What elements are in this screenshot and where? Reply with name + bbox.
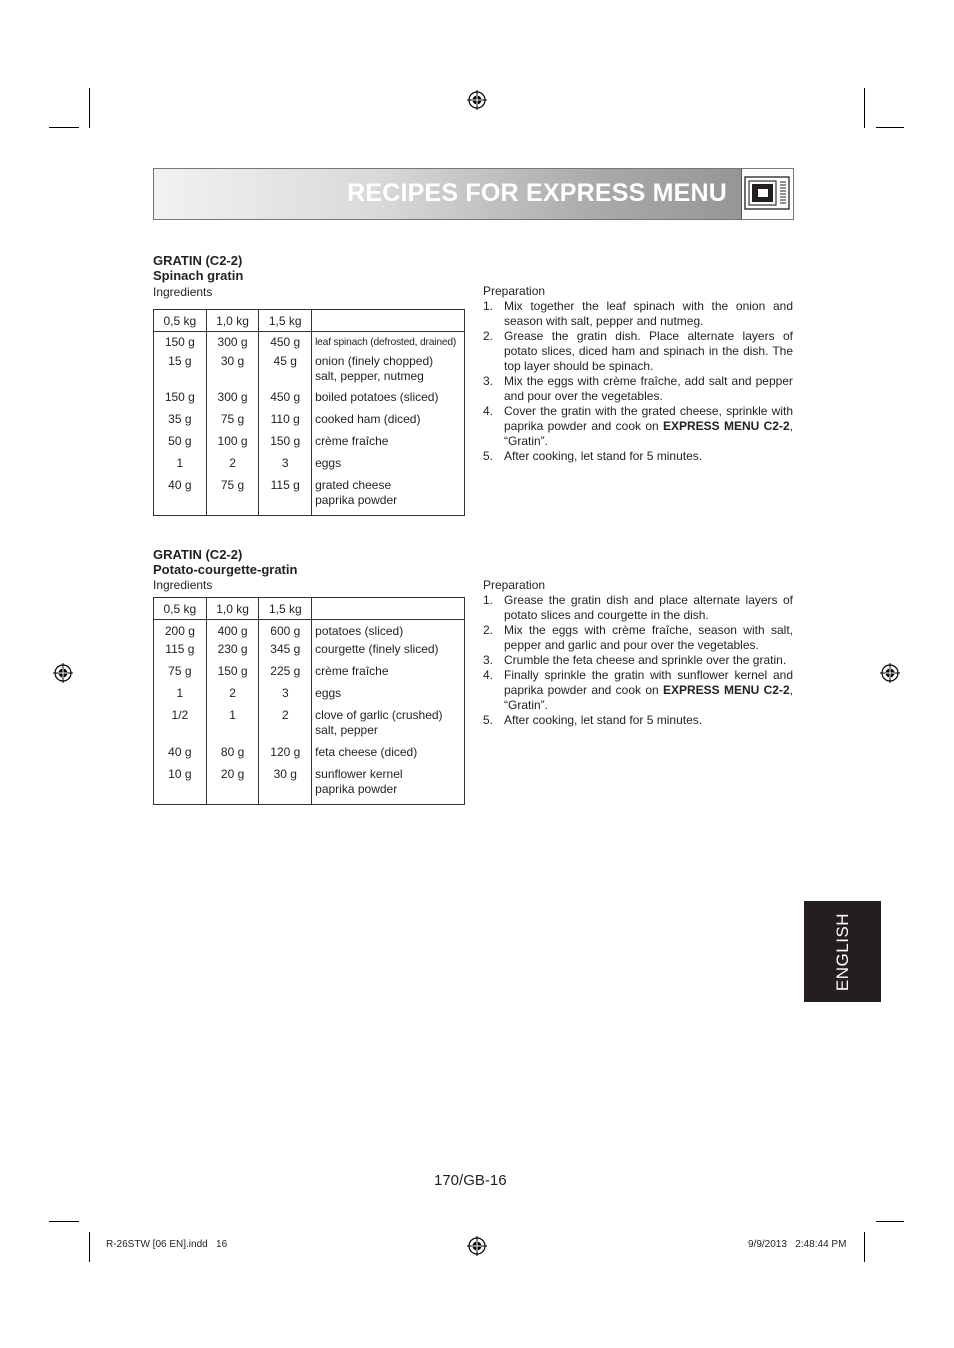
ingredient-cell: sunflower kernel [315,767,403,781]
table-row [154,390,465,412]
table-row [154,642,465,664]
step-number: 3. [483,653,494,667]
preparation-section [483,578,793,728]
amount-cell: 450 g [270,335,301,349]
crop-mark [864,88,865,128]
step-text: , “Gratin”. [504,683,793,712]
ingredient-cell: salt, pepper, nutmeg [315,369,424,383]
step-number: 5. [483,449,494,463]
footer-file-name: R-26STW [06 EN].indd 16 [106,1239,228,1250]
step-text: After cooking, let stand for 5 minutes. [504,449,703,463]
step-number: 2. [483,623,494,637]
amount-cell: 30 g [220,354,245,368]
amount-cell: 600 g [270,624,301,638]
step-text: After cooking, let stand for 5 minutes. [504,713,703,727]
table-row [154,354,465,390]
ingredient-cell: leaf spinach (defrosted, drained) [315,337,457,348]
recipe-code-title: GRATIN (C2-2) [153,547,243,562]
step-item [483,329,793,374]
amount-cell: 40 g [168,478,192,492]
amount-cell: 3 [281,456,289,470]
column-header: 1,5 kg [259,310,312,332]
ingredient-cell: crème fraîche [315,664,389,678]
amount-cell: 115 g [270,478,300,492]
amount-cell: 20 g [220,767,245,781]
step-text: Grease the gratin dish. Place alternate layers of potato slices, diced ham and spinach in the dish. The top layer should be spinach. [504,329,793,373]
crop-mark [864,1232,865,1262]
microwave-icon [741,169,793,219]
step-text: Grease the gratin dish and place alternate layers of potato slices and courgette in the dish. [504,593,793,622]
table-header-row [154,598,465,620]
step-number: 3. [483,374,494,388]
amount-cell: 75 g [220,478,245,492]
ingredient-cell: paprika powder [315,493,398,507]
table-row [154,332,465,355]
ingredients-table [153,309,465,516]
crop-mark [89,1232,90,1262]
steps-list [483,593,793,728]
column-header: 0,5 kg [154,310,207,332]
step-item [483,653,793,668]
amount-cell: 2 [229,686,236,700]
amount-cell: 75 g [168,664,192,678]
column-header [312,310,465,332]
amount-cell: 35 g [168,412,192,426]
step-number: 2. [483,329,494,343]
preparation-label: Preparation [483,284,546,298]
amount-cell: 300 g [217,335,248,349]
step-text: Cover the gratin with the grated cheese, sprinkle with paprika powder and cook on [504,404,793,433]
ingredient-cell: clove of garlic (crushed) [315,708,443,722]
ingredients-label: Ingredients [153,578,213,592]
step-text: Crumble the feta cheese and sprinkle over the gratin. [504,653,787,667]
registration-mark-icon [467,90,487,110]
column-header: 0,5 kg [154,598,207,620]
step-item [483,374,793,404]
amount-cell: 15 g [168,354,192,368]
step-number: 4. [483,404,494,418]
recipe-code-title: GRATIN (C2-2) [153,253,243,268]
amount-cell: 345 g [270,642,301,656]
amount-cell: 45 g [273,354,297,368]
step-item [483,299,793,329]
registration-mark-icon [880,663,900,683]
ingredient-cell: eggs [315,456,342,470]
amount-cell: 3 [281,686,289,700]
amount-cell: 150 g [164,390,195,404]
table-row [154,664,465,686]
table-row [154,412,465,434]
table-row [154,767,465,805]
step-item [483,623,793,653]
ingredient-cell: salt, pepper [315,723,378,737]
ingredient-cell: onion (finely chopped) [315,354,434,368]
amount-cell: 150 g [217,664,248,678]
column-header: 1,0 kg [206,598,259,620]
amount-cell: 80 g [220,745,245,759]
step-item [483,668,793,713]
amount-cell: 200 g [164,624,195,638]
registration-mark-icon [467,1236,487,1256]
amount-cell: 40 g [168,745,192,759]
registration-mark-icon [53,663,73,683]
ingredient-cell: grated cheese [315,478,392,492]
ingredient-cell: paprika powder [315,782,398,796]
amount-cell: 150 g [164,335,195,349]
crop-mark [876,127,904,128]
table-header-row [154,310,465,332]
step-item [483,404,793,449]
preparation-label: Preparation [483,578,546,592]
page-number: 170/GB-16 [434,1172,507,1189]
step-text: Finally sprinkle the gratin with sunflower kernel and paprika powder and cook on [504,668,793,697]
amount-cell: 100 g [217,434,248,448]
amount-cell: 450 g [270,390,301,404]
crop-mark [876,1221,904,1222]
amount-cell: 230 g [217,642,248,656]
preparation-section [483,284,793,464]
table-row [154,745,465,767]
column-header: 1,5 kg [259,598,312,620]
step-number: 1. [483,299,494,313]
amount-cell: 1 [176,456,184,470]
amount-cell: 50 g [168,434,192,448]
ingredient-cell: courgette (finely sliced) [315,642,439,656]
language-tab [804,901,881,1002]
amount-cell: 115 g [165,642,195,656]
amount-cell: 2 [229,456,236,470]
recipe-name: Spinach gratin [153,268,244,283]
section-header [153,168,794,220]
step-number: 5. [483,713,494,727]
crop-mark [49,127,79,128]
step-number: 4. [483,668,494,682]
step-text: , “Gratin”. [504,419,793,448]
amount-cell: 300 g [217,390,248,404]
table-row [154,686,465,708]
ingredient-cell: crème fraîche [315,434,389,448]
ingredients-table [153,597,465,805]
language-tab-label: ENGLISH [832,912,852,991]
amount-cell: 30 g [273,767,297,781]
recipe-name: Potato-courgette-gratin [153,562,298,577]
table-row [154,620,465,643]
ingredient-cell: boiled potatoes (sliced) [315,390,439,404]
crop-mark [89,88,90,128]
column-header: 1,0 kg [206,310,259,332]
amount-cell: 150 g [270,434,301,448]
table-row [154,708,465,745]
ingredient-cell: eggs [315,686,342,700]
steps-list [483,299,793,464]
amount-cell: 110 g [270,412,300,426]
step-number: 1. [483,593,494,607]
step-text: Mix together the leaf spinach with the onion and season with salt, pepper and nutmeg. [504,299,793,328]
table-row [154,456,465,478]
amount-cell: 400 g [217,624,248,638]
amount-cell: 75 g [220,412,245,426]
ingredient-cell: feta cheese (diced) [315,745,418,759]
ingredient-cell: cooked ham (diced) [315,412,421,426]
step-emphasis: EXPRESS MENU C2-2 [663,683,790,697]
amount-cell: 225 g [270,664,301,678]
column-header [312,598,465,620]
amount-cell: 120 g [270,745,301,759]
amount-cell: 10 g [168,767,192,781]
page-title: RECIPES FOR EXPRESS MENU [347,179,727,207]
step-item [483,449,793,464]
footer-timestamp: 9/9/2013 2:48:44 PM [748,1239,847,1250]
amount-cell: 1 [176,686,184,700]
step-text: Mix the eggs with crème fraîche, season with salt, pepper and garlic and pour over the vegetables. [504,623,793,652]
amount-cell: 2 [281,708,289,722]
step-text: Mix the eggs with crème fraîche, add salt and pepper and pour over the vegetables. [504,374,793,403]
table-row [154,434,465,456]
ingredients-label: Ingredients [153,285,213,299]
step-item [483,713,793,728]
table-row [154,478,465,516]
amount-cell: 1 [229,708,236,722]
step-item [483,593,793,623]
ingredient-cell: potatoes (sliced) [315,624,404,638]
crop-mark [49,1221,79,1222]
amount-cell: 1/2 [171,708,189,722]
step-emphasis: EXPRESS MENU C2-2 [663,419,790,433]
